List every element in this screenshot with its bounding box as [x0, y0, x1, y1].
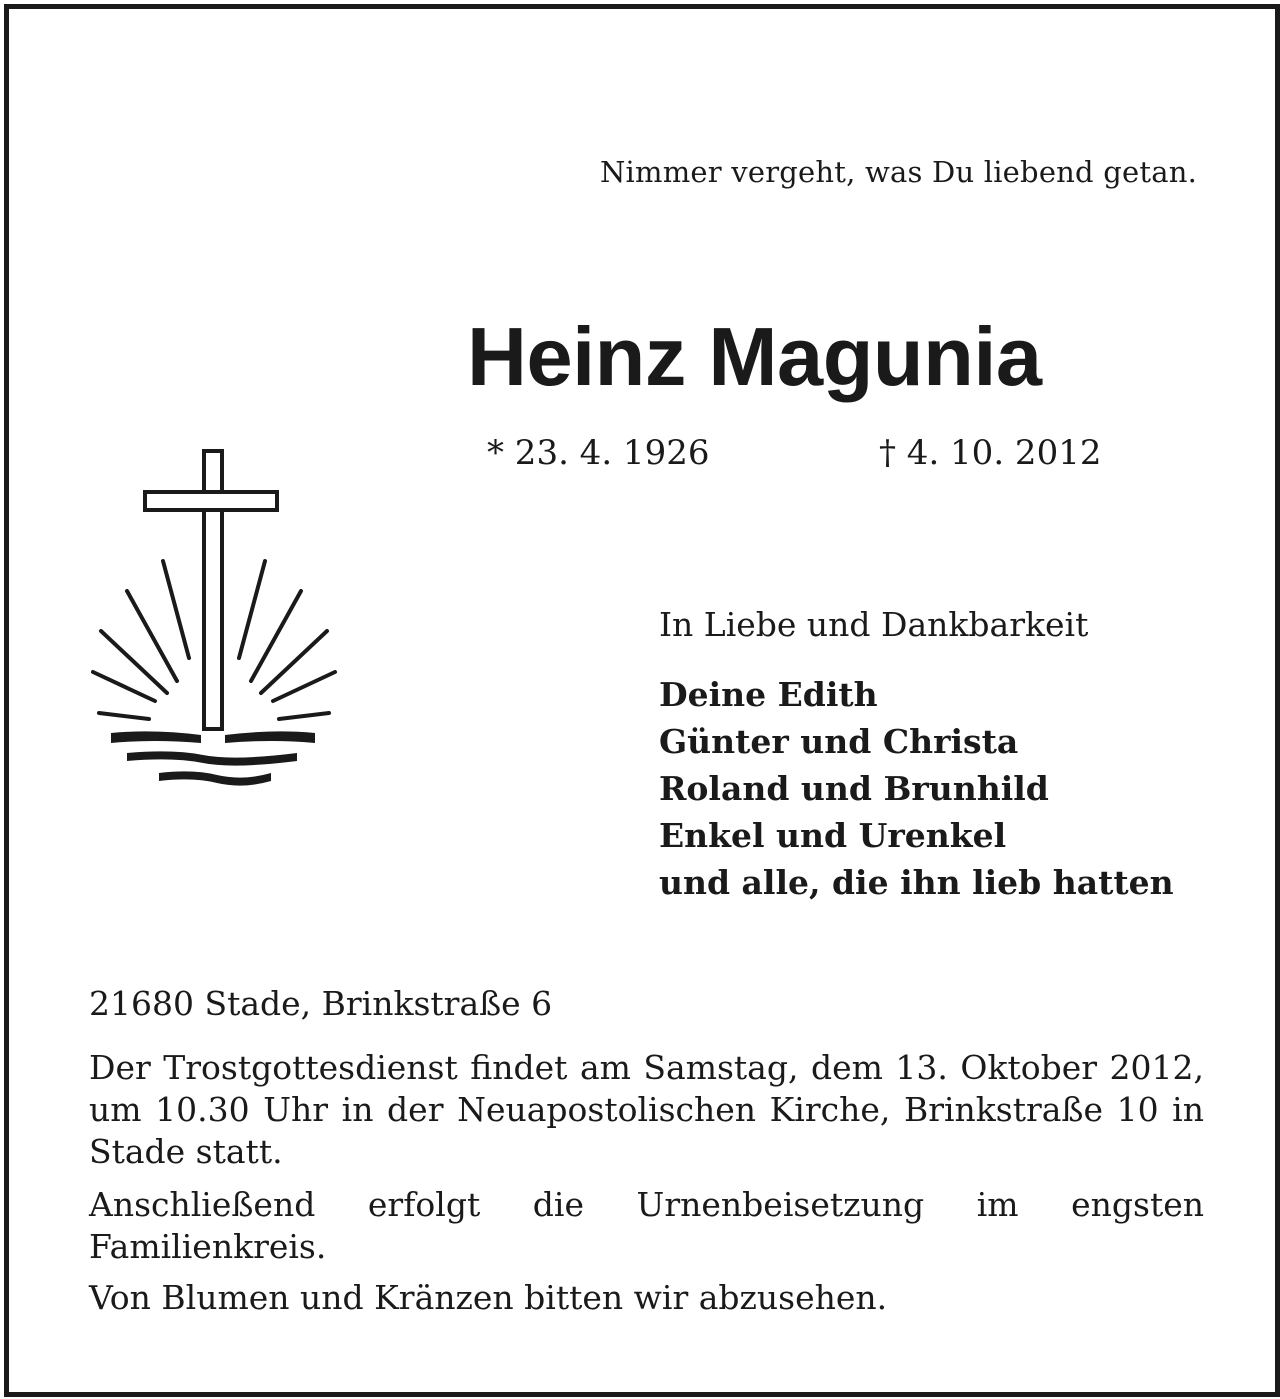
motto: Nimmer vergeht, was Du liebend getan. [599, 155, 1197, 189]
mourner-name: Deine Edith [659, 675, 878, 714]
mourner-name: Enkel und Urenkel [659, 816, 1007, 855]
burial-paragraph: Anschließend erfolgt die Urnenbeisetzung im engsten Familienkreis. [89, 1185, 1204, 1266]
service-paragraph: Der Trostgottesdienst findet am Samstag, dem 13. Oktober 2012, um 10.30 Uhr in der Neuapostolischen Kirche, Brinkstraße 10 in Stade statt. [89, 1048, 1204, 1171]
obituary-notice [4, 4, 1280, 1397]
mourner-name: Günter und Christa [659, 722, 1019, 761]
mourners-list [659, 671, 1174, 906]
birth-date: * 23. 4. 1926 [487, 433, 710, 473]
deceased-name: Heinz Magunia [467, 310, 1042, 403]
cross-rising-sun-icon [83, 443, 345, 789]
flowers-paragraph: Von Blumen und Kränzen bitten wir abzusehen. [89, 1278, 888, 1317]
death-date: † 4. 10. 2012 [879, 433, 1102, 473]
thanks-line: In Liebe und Dankbarkeit [659, 605, 1089, 644]
address: 21680 Stade, Brinkstraße 6 [89, 984, 553, 1023]
mourner-name: Roland und Brunhild [659, 769, 1049, 808]
mourner-name: und alle, die ihn lieb hatten [659, 863, 1174, 902]
